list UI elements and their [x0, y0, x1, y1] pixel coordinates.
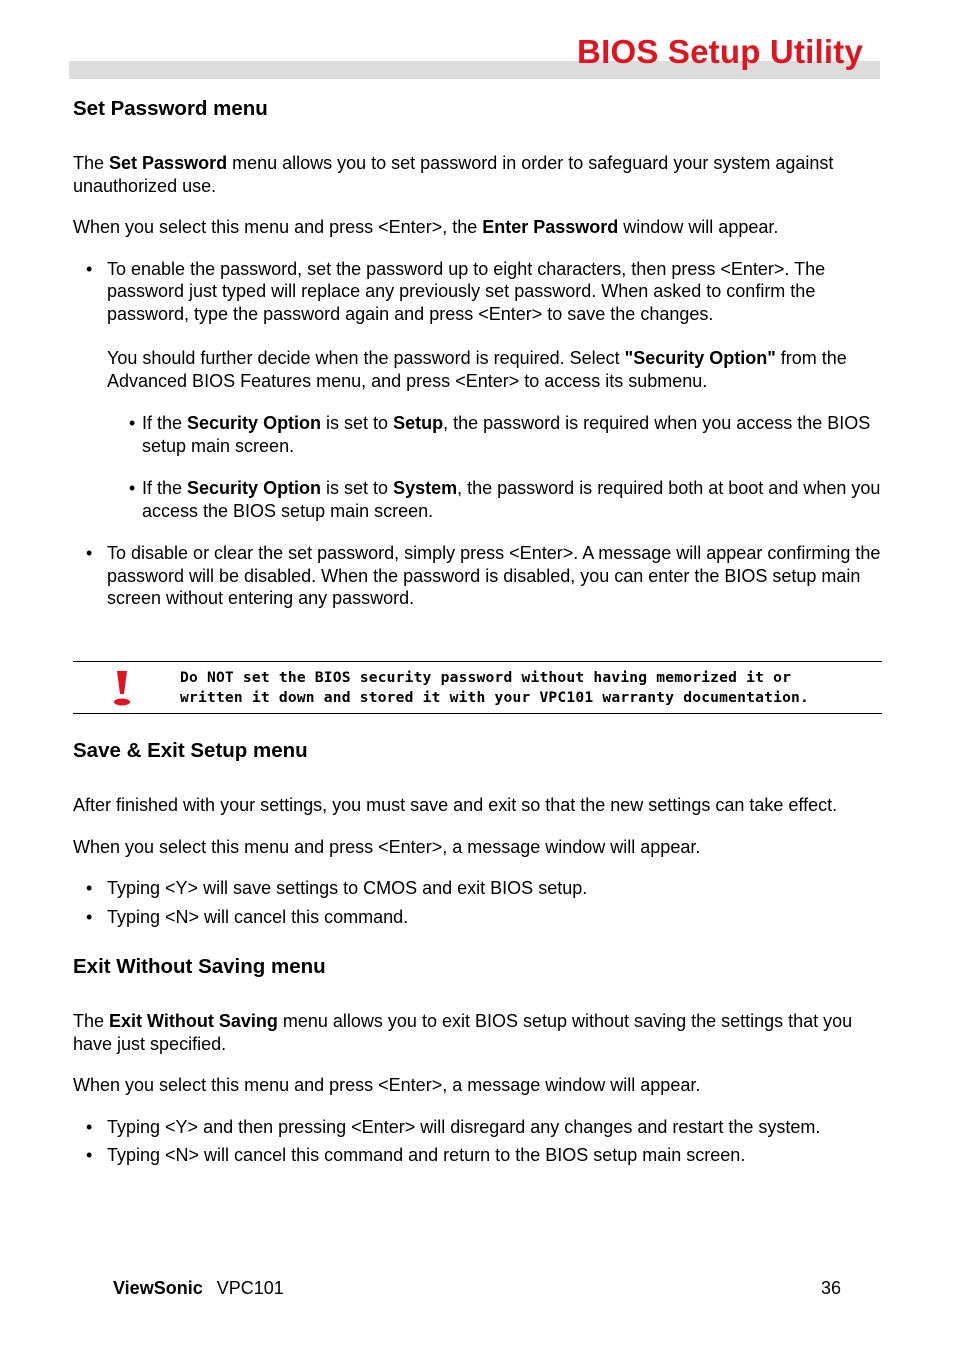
- save-exit-bullets: [73, 877, 881, 928]
- warning-text: Do NOT set the BIOS security password without having memorized it or written it down and stored it with your VPC101 warranty documentation.: [180, 669, 810, 706]
- bullet-dot: •: [86, 1116, 93, 1137]
- set-password-intro: The Set Password menu allows you to set password in order to safeguard your system against unauthorized use.: [73, 153, 834, 196]
- footer-model: VPC101: [216, 1278, 284, 1298]
- save-exit-section: [73, 738, 881, 928]
- bullet-dot: •: [86, 906, 93, 927]
- list-item: • Typing <Y> will save settings to CMOS and exit BIOS setup.: [86, 878, 588, 898]
- save-exit-p1: After finished with your settings, you must save and exit so that the new settings can take effect.: [73, 795, 838, 815]
- sub-list-item: • If the Security Option is set to Setup, the password is required when you access the BIOS setup main screen.: [129, 413, 871, 456]
- list-item: • To disable or clear the set password, simply press <Enter>. A message will appear confirming the password will be disabled. When the password is disabled, you can enter the BIOS setup main screen without entering any password.: [86, 543, 881, 608]
- bullet-dot: •: [86, 543, 93, 563]
- bullet-dot: •: [86, 258, 93, 279]
- page-title: BIOS Setup Utility: [577, 33, 863, 70]
- security-option-para: You should further decide when the password is required. Select "Security Option" from the Advanced BIOS Features menu, and press <Enter> to access its submenu.: [107, 348, 847, 391]
- set-password-select: When you select this menu and press <Enter>, the Enter Password window will appear.: [73, 217, 779, 237]
- page-number: 36: [820, 1278, 841, 1298]
- bullet-dot: •: [86, 878, 93, 898]
- exit-without-saving-heading: Exit Without Saving menu: [73, 955, 326, 978]
- set-password-heading: Set Password menu: [73, 97, 268, 120]
- list-item: • Typing <Y> and then pressing <Enter> will disregard any changes and restart the system.: [86, 1116, 821, 1137]
- exit-without-saving-p2: When you select this menu and press <Enter>, a message window will appear.: [73, 1075, 701, 1095]
- exit-without-saving-p1: The Exit Without Saving menu allows you to exit BIOS setup without saving the settings that you have just specified.: [73, 1011, 853, 1054]
- sub-bullet-dot: •: [129, 478, 136, 498]
- set-password-section: [73, 96, 881, 610]
- footer-brand: ViewSonic: [113, 1278, 203, 1298]
- warning-box: [73, 661, 882, 714]
- save-exit-heading: Save & Exit Setup menu: [73, 739, 308, 762]
- list-item: • Typing <N> will cancel this command and return to the BIOS setup main screen.: [86, 1145, 746, 1165]
- bullet-dot: •: [86, 1145, 93, 1165]
- exit-without-saving-bullets: [73, 1116, 881, 1167]
- list-item: • To enable the password, set the password up to eight characters, then press <Enter>. The password just typed will replace any previously set password. When asked to confirm the password, type the password again and press <Enter> to save the changes. You should further decide when the password is required. Select "Security Option" from the Advanced BIOS Features menu, and press <Enter> to access its submenu. • If the Security Option is set to Setup, the password is required when you access the BIOS setup main screen. • If the Security Option is set to System, the password is required both at boot and when you access the BIOS setup main screen.: [86, 258, 881, 521]
- sub-list-item: • If the Security Option is set to System, the password is required both at boot and when you access the BIOS setup main screen.: [129, 478, 881, 521]
- set-password-bullets: [73, 258, 881, 610]
- exclamation-icon: [111, 670, 133, 708]
- list-item: • Typing <N> will cancel this command.: [86, 906, 409, 927]
- save-exit-p2: When you select this menu and press <Enter>, a message window will appear.: [73, 836, 701, 857]
- exit-without-saving-section: [73, 954, 881, 1167]
- page-footer: [113, 1277, 841, 1299]
- sub-bullet-dot: •: [129, 413, 136, 433]
